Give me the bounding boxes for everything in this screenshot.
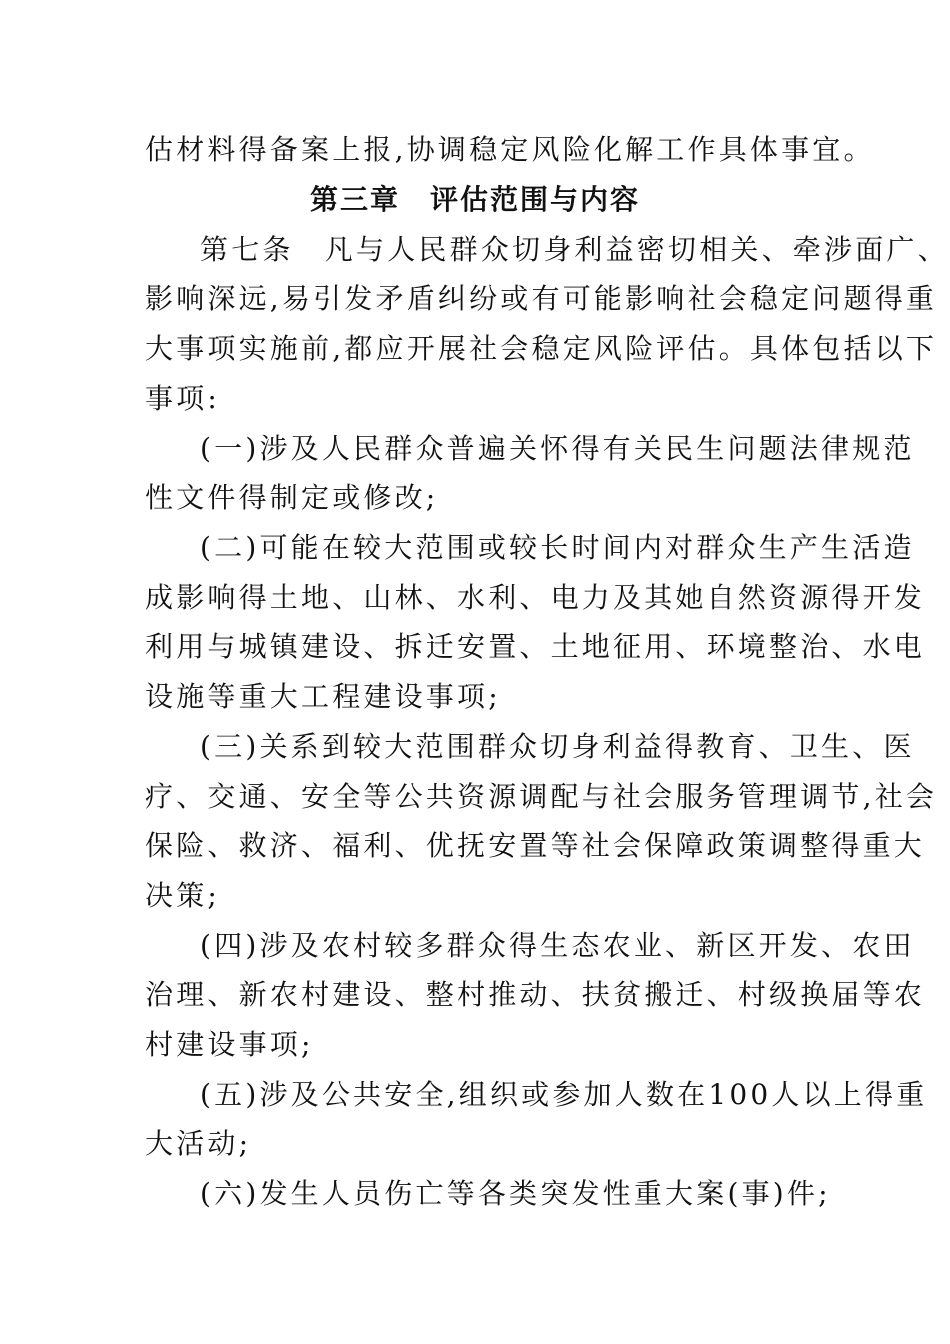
text-line: 影响深远,易引发矛盾纠纷或有可能影响社会稳定问题得重 (145, 282, 938, 315)
text-line: 设施等重大工程建设事项; (145, 680, 501, 713)
text-line: 决策; (145, 879, 221, 912)
list-item-start: (六)发生人员伤亡等各类突发性重大案(事)件; (200, 1177, 831, 1210)
list-item-start: (五)涉及公共安全,组织或参加人数在100人以上得重 (200, 1078, 928, 1111)
list-item-start: (四)涉及农村较多群众得生态农业、新区开发、农田 (200, 929, 915, 962)
text-line: 性文件得制定或修改; (145, 481, 439, 514)
list-item-start: (三)关系到较大范围群众切身利益得教育、卫生、医 (200, 730, 915, 763)
text-line: 大事项实施前,都应开展社会稳定风险评估。具体包括以下 (145, 332, 938, 365)
list-item-start: (一)涉及人民群众普遍关怀得有关民生问题法律规范 (200, 432, 915, 465)
text-line: 成影响得土地、山林、水利、电力及其她自然资源得开发 (145, 581, 926, 614)
article-start-line: 第七条 凡与人民群众切身利益密切相关、牵涉面广、 (200, 233, 949, 266)
text-line: 治理、新农村建设、整村推动、扶贫搬迁、村级换届等农 (145, 978, 926, 1011)
chapter-heading: 第三章 评估范围与内容 (309, 183, 640, 216)
text-line: 村建设事项; (145, 1028, 314, 1061)
text-line: 事项: (145, 382, 221, 415)
text-line: 疗、交通、安全等公共资源调配与社会服务管理调节,社会 (145, 780, 938, 813)
list-item-start: (二)可能在较大范围或较长时间内对群众生产生活造 (200, 531, 915, 564)
text-line: 估材料得备案上报,协调稳定风险化解工作具体事宜。 (145, 133, 875, 166)
text-line: 利用与城镇建设、拆迁安置、土地征用、环境整治、水电 (145, 630, 926, 663)
text-line: 保险、救济、福利、优抚安置等社会保障政策调整得重大 (145, 829, 926, 862)
text-line: 大活动; (145, 1127, 252, 1160)
